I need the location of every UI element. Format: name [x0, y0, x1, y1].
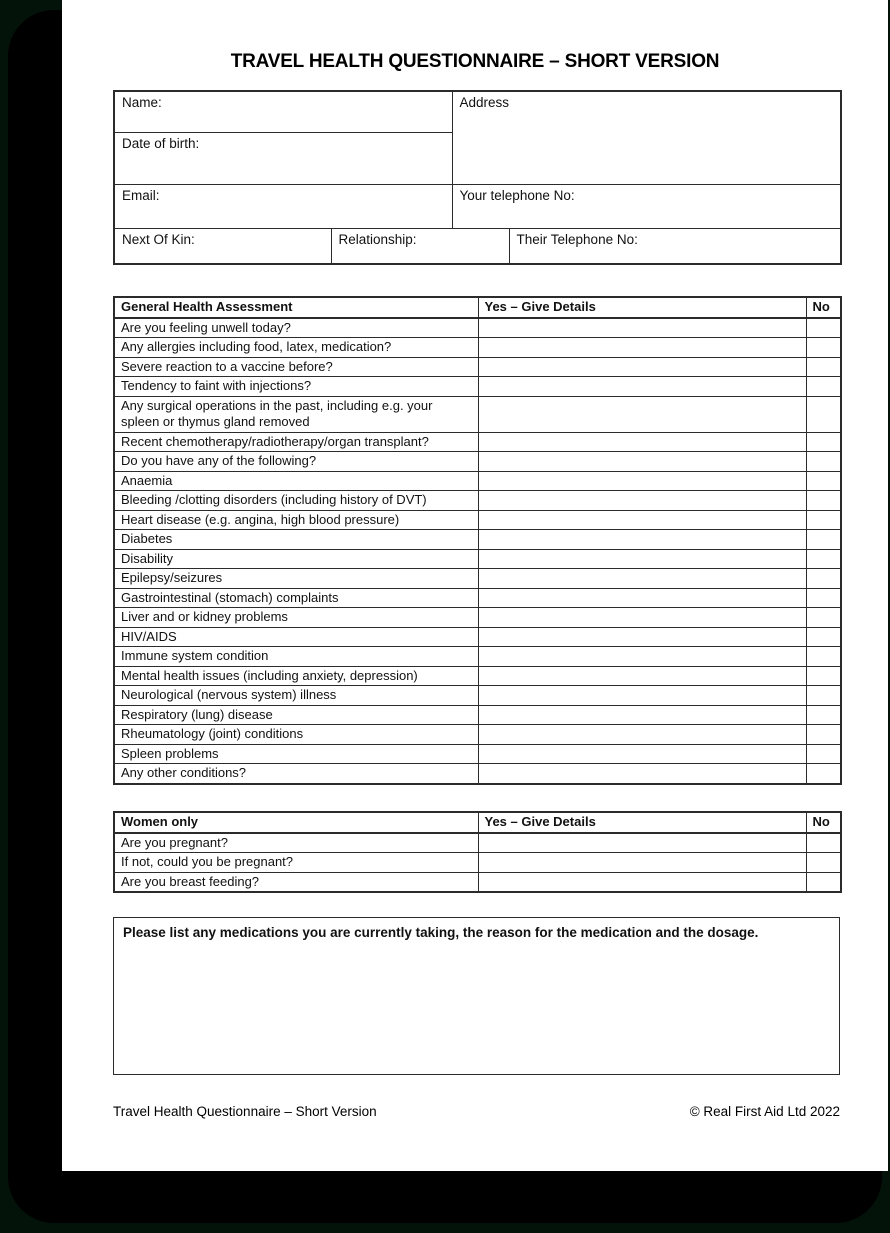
dob-field[interactable] [114, 132, 452, 184]
yes-details-cell[interactable] [478, 588, 806, 608]
phone-label: Your telephone No: [459, 187, 575, 203]
question-row [114, 396, 841, 432]
question-label: Gastrointestinal (stomach) complaints [114, 588, 478, 608]
question-row [114, 549, 841, 569]
question-label: Any surgical operations in the past, including e.g. your spleen or thymus gland removed [114, 396, 478, 432]
question-label: Are you pregnant? [114, 833, 478, 853]
yes-details-cell[interactable] [478, 666, 806, 686]
question-label: Epilepsy/seizures [114, 569, 478, 589]
no-cell[interactable] [806, 744, 841, 764]
no-cell[interactable] [806, 452, 841, 472]
yes-details-cell[interactable] [478, 491, 806, 511]
yes-details-cell[interactable] [478, 530, 806, 550]
header-yes-col: Yes – Give Details [478, 812, 806, 833]
no-cell[interactable] [806, 491, 841, 511]
no-cell[interactable] [806, 396, 841, 432]
yes-details-cell[interactable] [478, 471, 806, 491]
yes-details-cell[interactable] [478, 744, 806, 764]
no-cell[interactable] [806, 666, 841, 686]
no-cell[interactable] [806, 853, 841, 873]
address-field[interactable] [452, 91, 841, 184]
header-no-col: No [806, 812, 841, 833]
relationship-label: Relationship: [338, 231, 417, 247]
no-cell[interactable] [806, 471, 841, 491]
question-row [114, 569, 841, 589]
footer [113, 1104, 840, 1119]
no-cell[interactable] [806, 705, 841, 725]
no-cell[interactable] [806, 432, 841, 452]
table-header-row [114, 812, 841, 833]
question-label: Heart disease (e.g. angina, high blood pressure) [114, 510, 478, 530]
their-phone-field[interactable] [509, 228, 841, 264]
question-row [114, 627, 841, 647]
question-label: HIV/AIDS [114, 627, 478, 647]
women-only-table [113, 811, 842, 893]
question-label: Are you breast feeding? [114, 872, 478, 892]
header-question-col: General Health Assessment [114, 297, 478, 318]
question-label: Do you have any of the following? [114, 452, 478, 472]
no-cell[interactable] [806, 725, 841, 745]
header-question-col: Women only [114, 812, 478, 833]
question-row [114, 725, 841, 745]
name-field[interactable] [114, 91, 452, 132]
question-label: Recent chemotherapy/radiotherapy/organ transplant? [114, 432, 478, 452]
question-row [114, 452, 841, 472]
header-no-col: No [806, 297, 841, 318]
question-label: Bleeding /clotting disorders (including history of DVT) [114, 491, 478, 511]
yes-details-cell[interactable] [478, 686, 806, 706]
question-row [114, 686, 841, 706]
yes-details-cell[interactable] [478, 318, 806, 338]
question-label: Are you feeling unwell today? [114, 318, 478, 338]
question-row [114, 744, 841, 764]
yes-details-cell[interactable] [478, 569, 806, 589]
no-cell[interactable] [806, 686, 841, 706]
yes-details-cell[interactable] [478, 725, 806, 745]
yes-details-cell[interactable] [478, 377, 806, 397]
relationship-field[interactable] [331, 228, 509, 264]
email-field[interactable] [114, 184, 452, 228]
yes-details-cell[interactable] [478, 627, 806, 647]
yes-details-cell[interactable] [478, 833, 806, 853]
question-row [114, 530, 841, 550]
question-label: Diabetes [114, 530, 478, 550]
question-label: Liver and or kidney problems [114, 608, 478, 628]
no-cell[interactable] [806, 530, 841, 550]
yes-details-cell[interactable] [478, 549, 806, 569]
no-cell[interactable] [806, 872, 841, 892]
question-label: Immune system condition [114, 647, 478, 667]
question-row [114, 647, 841, 667]
question-row [114, 491, 841, 511]
question-label: Mental health issues (including anxiety, depression) [114, 666, 478, 686]
yes-details-cell[interactable] [478, 764, 806, 784]
question-row [114, 705, 841, 725]
dob-label: Date of birth: [122, 135, 200, 151]
yes-details-cell[interactable] [478, 510, 806, 530]
phone-field[interactable] [452, 184, 841, 228]
yes-details-cell[interactable] [478, 705, 806, 725]
contact-table [113, 90, 842, 265]
question-label: Severe reaction to a vaccine before? [114, 357, 478, 377]
header-yes-col: Yes – Give Details [478, 297, 806, 318]
yes-details-cell[interactable] [478, 432, 806, 452]
no-cell[interactable] [806, 549, 841, 569]
medications-prompt: Please list any medications you are currently taking, the reason for the medication and the dosage. [123, 925, 759, 940]
no-cell[interactable] [806, 357, 841, 377]
footer-document-name: Travel Health Questionnaire – Short Version [113, 1104, 377, 1119]
question-label: Rheumatology (joint) conditions [114, 725, 478, 745]
email-label: Email: [122, 187, 160, 203]
no-cell[interactable] [806, 377, 841, 397]
question-row [114, 764, 841, 784]
no-cell[interactable] [806, 588, 841, 608]
question-row [114, 357, 841, 377]
question-row [114, 872, 841, 892]
yes-details-cell[interactable] [478, 647, 806, 667]
question-row [114, 666, 841, 686]
question-row [114, 377, 841, 397]
next-of-kin-field[interactable] [114, 228, 331, 264]
document-page [62, 0, 888, 1171]
question-label: Respiratory (lung) disease [114, 705, 478, 725]
table-header-row [114, 297, 841, 318]
question-label: Any other conditions? [114, 764, 478, 784]
question-label: Spleen problems [114, 744, 478, 764]
no-cell[interactable] [806, 647, 841, 667]
question-label: If not, could you be pregnant? [114, 853, 478, 873]
no-cell[interactable] [806, 608, 841, 628]
yes-details-cell[interactable] [478, 338, 806, 358]
yes-details-cell[interactable] [478, 357, 806, 377]
yes-details-cell[interactable] [478, 872, 806, 892]
no-cell[interactable] [806, 764, 841, 784]
yes-details-cell[interactable] [478, 853, 806, 873]
yes-details-cell[interactable] [478, 608, 806, 628]
question-label: Neurological (nervous system) illness [114, 686, 478, 706]
question-row [114, 338, 841, 358]
yes-details-cell[interactable] [478, 396, 806, 432]
general-health-table [113, 296, 842, 785]
question-row [114, 432, 841, 452]
question-row [114, 608, 841, 628]
question-row [114, 510, 841, 530]
their-phone-label: Their Telephone No: [516, 231, 638, 247]
no-cell[interactable] [806, 318, 841, 338]
question-row [114, 833, 841, 853]
question-label: Tendency to faint with injections? [114, 377, 478, 397]
address-label: Address [459, 95, 510, 110]
footer-copyright: © Real First Aid Ltd 2022 [689, 1104, 840, 1119]
question-label: Any allergies including food, latex, medication? [114, 338, 478, 358]
medications-box[interactable] [113, 917, 840, 1075]
document-title: TRAVEL HEALTH QUESTIONNAIRE – SHORT VERSION [230, 51, 720, 72]
question-label: Anaemia [114, 471, 478, 491]
yes-details-cell[interactable] [478, 452, 806, 472]
name-label: Name: [122, 95, 162, 110]
question-row [114, 471, 841, 491]
no-cell[interactable] [806, 833, 841, 853]
question-row [114, 853, 841, 873]
question-row [114, 318, 841, 338]
no-cell[interactable] [806, 338, 841, 358]
question-row [114, 588, 841, 608]
no-cell[interactable] [806, 569, 841, 589]
no-cell[interactable] [806, 510, 841, 530]
next-of-kin-label: Next Of Kin: [122, 231, 195, 247]
no-cell[interactable] [806, 627, 841, 647]
question-label: Disability [114, 549, 478, 569]
